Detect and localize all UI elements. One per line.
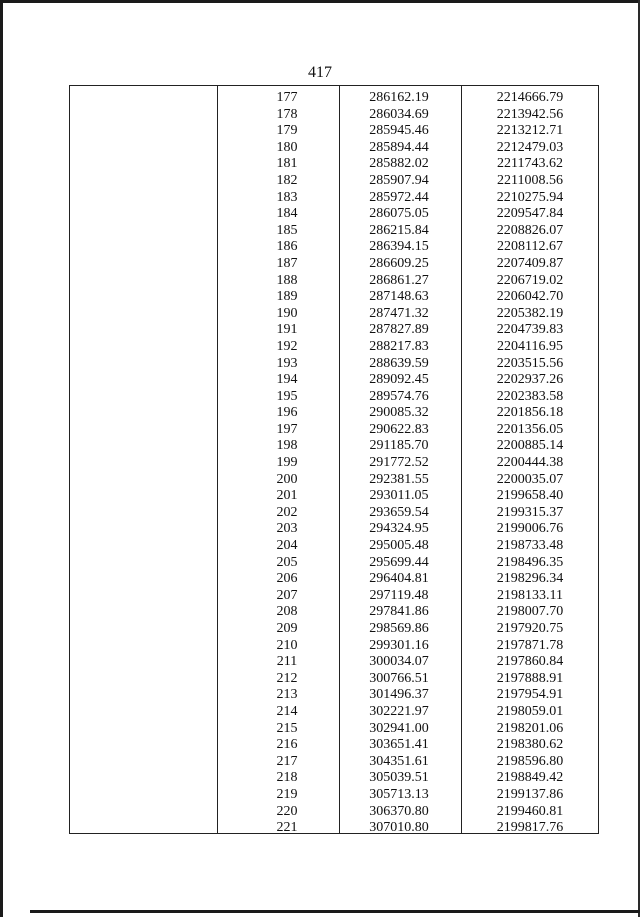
point-number-cell: 200 (276, 471, 298, 487)
table-row (69, 156, 599, 173)
y-coordinate-cell: 2197888.91 (496, 670, 564, 686)
y-coordinate-cell: 2207409.87 (496, 255, 564, 271)
x-coordinate-cell: 286034.69 (369, 106, 429, 122)
y-coordinate-cell: 2208112.67 (497, 239, 563, 255)
point-number-cell: 216 (276, 737, 298, 753)
y-coordinate-cell: 2197871.78 (496, 637, 564, 653)
x-coordinate-cell: 293011.05 (369, 488, 429, 504)
table-row (69, 638, 599, 655)
point-number-cell: 184 (276, 206, 298, 222)
y-coordinate-cell: 2198296.34 (496, 571, 564, 587)
table-row (69, 90, 599, 107)
x-coordinate-cell: 302941.00 (369, 720, 429, 736)
y-coordinate-cell: 2201856.18 (496, 405, 564, 421)
y-coordinate-cell: 2200035.07 (496, 471, 564, 487)
table-row (69, 256, 599, 273)
x-coordinate-cell: 287827.89 (369, 322, 429, 338)
point-number-cell: 198 (276, 438, 298, 454)
point-number-cell: 212 (276, 670, 298, 686)
table-row (69, 455, 599, 472)
table-row (69, 737, 599, 754)
x-coordinate-cell: 291772.52 (369, 455, 429, 471)
point-number-cell: 193 (276, 355, 298, 371)
table-row (69, 405, 599, 422)
y-coordinate-cell: 2212479.03 (496, 139, 564, 155)
table-row (69, 571, 599, 588)
table-row (69, 555, 599, 572)
table-row (69, 107, 599, 124)
x-coordinate-cell: 292381.55 (369, 471, 429, 487)
x-coordinate-cell: 288217.83 (369, 338, 429, 354)
point-number-cell: 204 (276, 538, 298, 554)
y-coordinate-cell: 2197860.84 (496, 654, 564, 670)
y-coordinate-cell: 2213942.56 (496, 106, 564, 122)
table-row (69, 787, 599, 804)
point-number-cell: 181 (276, 156, 298, 172)
point-number-cell: 215 (276, 720, 298, 736)
point-number-cell: 185 (276, 222, 298, 238)
table-row (69, 190, 599, 207)
point-number-cell: 178 (276, 106, 298, 122)
x-coordinate-cell: 295005.48 (369, 538, 429, 554)
y-coordinate-cell: 2199460.81 (496, 803, 564, 819)
table-row (69, 704, 599, 721)
x-coordinate-cell: 296404.81 (369, 571, 429, 587)
table-row (69, 604, 599, 621)
x-coordinate-cell: 305039.51 (369, 770, 429, 786)
table-row (69, 588, 599, 605)
point-number-cell: 195 (276, 388, 298, 404)
point-number-cell: 221 (276, 820, 298, 836)
x-coordinate-cell: 285945.46 (369, 123, 429, 139)
y-coordinate-cell: 2210275.94 (496, 189, 564, 205)
table-row (69, 356, 599, 373)
y-coordinate-cell: 2204116.95 (497, 338, 563, 354)
x-coordinate-cell: 299301.16 (369, 637, 429, 653)
page-number: 417 (308, 64, 332, 81)
table-row (69, 505, 599, 522)
table-row (69, 206, 599, 223)
x-coordinate-cell: 288639.59 (369, 355, 429, 371)
y-coordinate-cell: 2200444.38 (496, 455, 564, 471)
table-row (69, 472, 599, 489)
scan-border-left (0, 0, 3, 917)
x-coordinate-cell: 285907.94 (369, 172, 429, 188)
x-coordinate-cell: 301496.37 (369, 687, 429, 703)
y-coordinate-cell: 2209547.84 (496, 206, 564, 222)
table-row (69, 671, 599, 688)
table-row (69, 804, 599, 821)
y-coordinate-cell: 2202937.26 (496, 372, 564, 388)
point-number-cell: 213 (276, 687, 298, 703)
point-number-cell: 191 (276, 322, 298, 338)
y-coordinate-cell: 2198007.70 (496, 604, 564, 620)
table-row (69, 140, 599, 157)
x-coordinate-cell: 286394.15 (369, 239, 429, 255)
table-body (69, 90, 599, 837)
point-number-cell: 217 (276, 753, 298, 769)
table-row (69, 422, 599, 439)
x-coordinate-cell: 294324.95 (369, 521, 429, 537)
table-row (69, 687, 599, 704)
point-number-cell: 190 (276, 305, 298, 321)
x-coordinate-cell: 286162.19 (369, 90, 429, 105)
point-number-cell: 188 (276, 272, 298, 288)
y-coordinate-cell: 2198849.42 (496, 770, 564, 786)
x-coordinate-cell: 297119.48 (369, 587, 429, 603)
point-number-cell: 201 (276, 488, 298, 504)
x-coordinate-cell: 307010.80 (369, 820, 429, 836)
y-coordinate-cell: 2198733.48 (496, 538, 564, 554)
y-coordinate-cell: 2198596.80 (496, 753, 564, 769)
y-coordinate-cell: 2205382.19 (496, 305, 564, 321)
y-coordinate-cell: 2199315.37 (496, 504, 564, 520)
point-number-cell: 209 (276, 621, 298, 636)
x-coordinate-cell: 305713.13 (369, 786, 429, 802)
table-row (69, 770, 599, 787)
x-coordinate-cell: 286215.84 (369, 222, 429, 238)
point-number-cell: 214 (276, 703, 298, 719)
y-coordinate-cell: 2201356.05 (496, 421, 564, 437)
point-number-cell: 202 (276, 504, 298, 520)
y-coordinate-cell: 2200885.14 (496, 438, 564, 454)
x-coordinate-cell: 286075.05 (369, 206, 429, 222)
x-coordinate-cell: 286861.27 (369, 272, 429, 288)
y-coordinate-cell: 2199817.76 (496, 820, 564, 836)
x-coordinate-cell: 295699.44 (369, 554, 429, 570)
table-row (69, 521, 599, 538)
table-row (69, 289, 599, 306)
point-number-cell: 186 (276, 239, 298, 255)
y-coordinate-cell: 2206042.70 (496, 289, 564, 305)
point-number-cell: 203 (276, 521, 298, 537)
table-row (69, 754, 599, 771)
point-number-cell: 199 (276, 455, 298, 471)
y-coordinate-cell: 2197920.75 (496, 621, 564, 636)
x-coordinate-cell: 291185.70 (369, 438, 429, 454)
table-row (69, 389, 599, 406)
y-coordinate-cell: 2198201.06 (496, 720, 564, 736)
table-row (69, 621, 599, 638)
x-coordinate-cell: 303651.41 (369, 737, 429, 753)
table-row (69, 322, 599, 339)
y-coordinate-cell: 2202383.58 (496, 388, 564, 404)
x-coordinate-cell: 285972.44 (369, 189, 429, 205)
x-coordinate-cell: 290085.32 (369, 405, 429, 421)
x-coordinate-cell: 298569.86 (369, 621, 429, 636)
y-coordinate-cell: 2198380.62 (496, 737, 564, 753)
point-number-cell: 211 (276, 654, 298, 670)
point-number-cell: 189 (276, 289, 298, 305)
point-number-cell: 208 (276, 604, 298, 620)
x-coordinate-cell: 300766.51 (369, 670, 429, 686)
point-number-cell: 192 (276, 338, 298, 354)
x-coordinate-cell: 304351.61 (369, 753, 429, 769)
table-row (69, 273, 599, 290)
y-coordinate-cell: 2198496.35 (496, 554, 564, 570)
x-coordinate-cell: 285882.02 (369, 156, 429, 172)
point-number-cell: 205 (276, 554, 298, 570)
x-coordinate-cell: 289092.45 (369, 372, 429, 388)
point-number-cell: 183 (276, 189, 298, 205)
table-row (69, 372, 599, 389)
table-row (69, 654, 599, 671)
table-row (69, 538, 599, 555)
point-number-cell: 197 (276, 421, 298, 437)
y-coordinate-cell: 2213212.71 (496, 123, 564, 139)
scan-border-bottom (30, 910, 640, 913)
x-coordinate-cell: 287148.63 (369, 289, 429, 305)
y-coordinate-cell: 2199658.40 (496, 488, 564, 504)
y-coordinate-cell: 2204739.83 (496, 322, 564, 338)
y-coordinate-cell: 2211008.56 (497, 172, 563, 188)
x-coordinate-cell: 306370.80 (369, 803, 429, 819)
y-coordinate-cell: 2206719.02 (496, 272, 564, 288)
x-coordinate-cell: 286609.25 (369, 255, 429, 271)
point-number-cell: 210 (276, 637, 298, 653)
table-row (69, 488, 599, 505)
point-number-cell: 206 (276, 571, 298, 587)
x-coordinate-cell: 285894.44 (369, 139, 429, 155)
x-coordinate-cell: 297841.86 (369, 604, 429, 620)
point-number-cell: 177 (276, 90, 298, 105)
point-number-cell: 218 (276, 770, 298, 786)
point-number-cell: 182 (276, 172, 298, 188)
y-coordinate-cell: 2197954.91 (496, 687, 564, 703)
table-row (69, 173, 599, 190)
table-row (69, 438, 599, 455)
y-coordinate-cell: 2198133.11 (497, 587, 563, 603)
y-coordinate-cell: 2211743.62 (497, 156, 563, 172)
table-row (69, 339, 599, 356)
y-coordinate-cell: 2199137.86 (496, 786, 564, 802)
x-coordinate-cell: 293659.54 (369, 504, 429, 520)
x-coordinate-cell: 300034.07 (369, 654, 429, 670)
y-coordinate-cell: 2203515.56 (496, 355, 564, 371)
point-number-cell: 180 (276, 139, 298, 155)
table-row (69, 123, 599, 140)
y-coordinate-cell: 2198059.01 (496, 703, 564, 719)
point-number-cell: 187 (276, 255, 298, 271)
table-row (69, 223, 599, 240)
table-row (69, 820, 599, 837)
point-number-cell: 207 (276, 587, 298, 603)
x-coordinate-cell: 289574.76 (369, 388, 429, 404)
y-coordinate-cell: 2208826.07 (496, 222, 564, 238)
y-coordinate-cell: 2199006.76 (496, 521, 564, 537)
y-coordinate-cell: 2214666.79 (496, 90, 564, 105)
table-row (69, 239, 599, 256)
point-number-cell: 219 (276, 786, 298, 802)
scan-border-top (0, 0, 640, 3)
x-coordinate-cell: 287471.32 (369, 305, 429, 321)
point-number-cell: 196 (276, 405, 298, 421)
x-coordinate-cell: 290622.83 (369, 421, 429, 437)
table-row (69, 306, 599, 323)
point-number-cell: 179 (276, 123, 298, 139)
point-number-cell: 194 (276, 372, 298, 388)
table-row (69, 721, 599, 738)
x-coordinate-cell: 302221.97 (369, 703, 429, 719)
point-number-cell: 220 (276, 803, 298, 819)
